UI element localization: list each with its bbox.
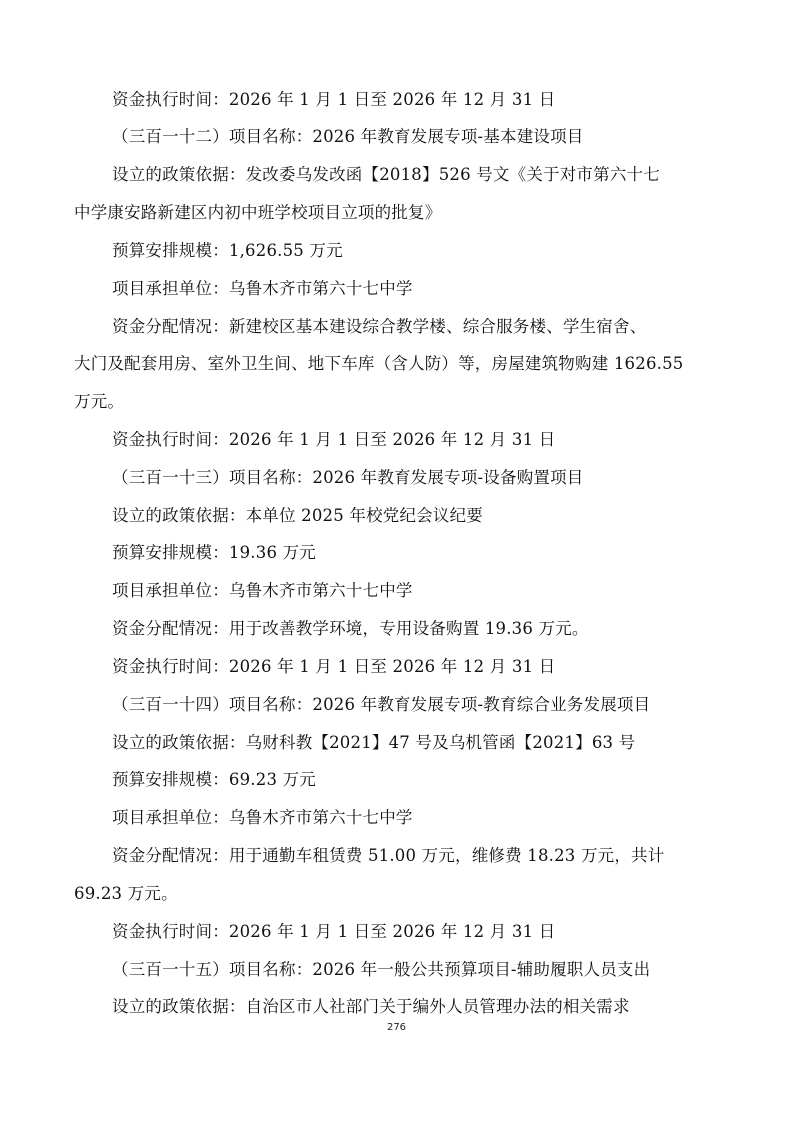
text-line: （三百一十四）项目名称：2026 年教育发展专项-教育综合业务发展项目 [112, 695, 651, 714]
text-line: 项目承担单位：乌鲁木齐市第六十七中学 [112, 808, 413, 827]
text-line: （三百一十五）项目名称：2026 年一般公共预算项目-辅助履职人员支出 [112, 960, 651, 979]
text-line: 设立的政策依据：自治区市人社部门关于编外人员管理办法的相关需求 [112, 997, 630, 1016]
text-line: 资金分配情况：新建校区基本建设综合教学楼、综合服务楼、学生宿舍、 [112, 317, 647, 336]
text-line: 资金执行时间：2026 年 1 月 1 日至 2026 年 12 月 31 日 [112, 90, 556, 109]
text-line: 预算安排规模：1,626.55 万元 [112, 241, 343, 260]
text-line: 资金执行时间：2026 年 1 月 1 日至 2026 年 12 月 31 日 [112, 430, 556, 449]
text-line: 项目承担单位：乌鲁木齐市第六十七中学 [112, 279, 413, 298]
text-line: 中学康安路新建区内初中班学校项目立项的批复》 [74, 203, 442, 222]
text-line: 设立的政策依据：本单位 2025 年校党纪会议纪要 [112, 506, 483, 525]
text-line: 预算安排规模：19.36 万元 [112, 543, 316, 562]
text-line: 资金分配情况：用于改善教学环境，专用设备购置 19.36 万元。 [112, 619, 589, 638]
text-line: 万元。 [74, 392, 125, 411]
page-number: 276 [386, 1022, 407, 1033]
text-line: 设立的政策依据：发改委乌发改函【2018】526 号文《关于对市第六十七 [112, 165, 660, 184]
text-line: 项目承担单位：乌鲁木齐市第六十七中学 [112, 581, 413, 600]
text-line: （三百一十三）项目名称：2026 年教育发展专项-设备购置项目 [112, 468, 584, 487]
text-line: 资金执行时间：2026 年 1 月 1 日至 2026 年 12 月 31 日 [112, 657, 556, 676]
text-line: 大门及配套用房、室外卫生间、地下车库（含人防）等，房屋建筑物购建 1626.55 [74, 354, 684, 373]
text-line: 69.23 万元。 [74, 884, 178, 903]
text-line: 预算安排规模：69.23 万元 [112, 770, 316, 789]
text-line: 设立的政策依据：乌财科教【2021】47 号及乌机管函【2021】63 号 [112, 733, 636, 752]
text-line: 资金执行时间：2026 年 1 月 1 日至 2026 年 12 月 31 日 [112, 922, 556, 941]
text-line: （三百一十二）项目名称：2026 年教育发展专项-基本建设项目 [112, 127, 584, 146]
text-line: 资金分配情况：用于通勤车租赁费 51.00 万元，维修费 18.23 万元，共计 [112, 846, 665, 865]
